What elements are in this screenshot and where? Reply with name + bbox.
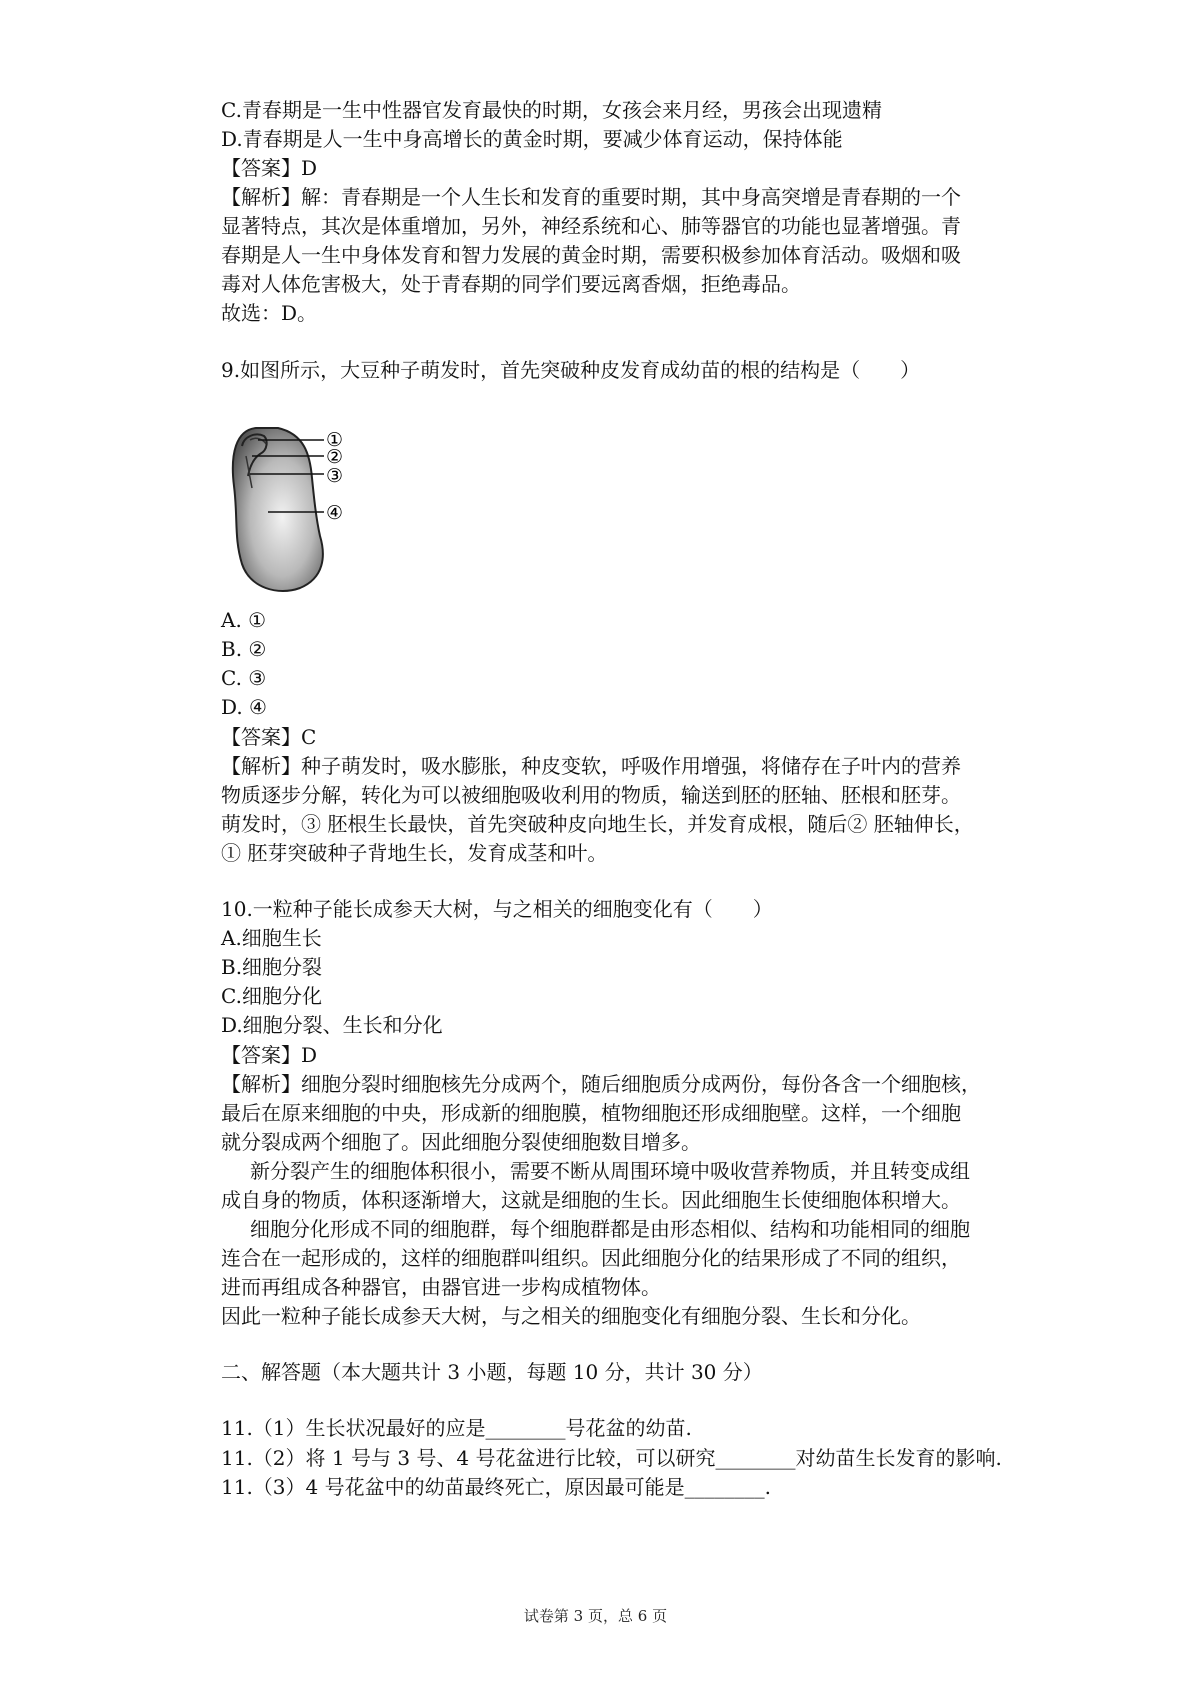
figure-label-1: ①: [326, 429, 344, 451]
q10-stem: 10.一粒种子能长成参天大树，与之相关的细胞变化有（ ）: [221, 897, 773, 921]
q10-analysis-line: 新分裂产生的细胞体积很小，需要不断从周围环境中吸收营养物质，并且转变成组: [250, 1159, 970, 1183]
figure-label-2: ②: [326, 446, 344, 468]
seed-body: [233, 428, 323, 591]
q11-part: 11.（3）4 号花盆中的幼苗最终死亡，原因最可能是________.: [221, 1475, 771, 1499]
q10-option: B.细胞分裂: [221, 955, 323, 979]
choose-line: 故选：D。: [221, 301, 318, 325]
q9-answer: 【答案】C: [221, 725, 317, 749]
q9-option: B. ②: [221, 637, 267, 661]
q10-analysis-line: 就分裂成两个细胞了。因此细胞分裂使细胞数目增多。: [221, 1130, 701, 1154]
q9-analysis-line: 萌发时，③ 胚根生长最快，首先突破种皮向地生长，并发育成根，随后② 胚轴伸长，: [221, 812, 974, 836]
analysis-line: 毒对人体危害极大，处于青春期的同学们要远离香烟，拒绝毒品。: [221, 272, 801, 296]
answer-line: 【答案】D: [221, 156, 318, 180]
soybean-seed-figure: [228, 426, 388, 596]
q10-analysis-line: 成自身的物质，体积逐渐增大，这就是细胞的生长。因此细胞生长使细胞体积增大。: [221, 1188, 961, 1212]
option-c-line: C.青春期是一生中性器官发育最快的时期，女孩会来月经，男孩会出现遗精: [221, 98, 882, 122]
analysis-line: 【解析】解：青春期是一个人生长和发育的重要时期，其中身高突增是青春期的一个: [221, 185, 961, 209]
q10-analysis-line: 细胞分化形成不同的细胞群，每个细胞群都是由形态相似、结构和功能相同的细胞: [250, 1217, 970, 1241]
q9-analysis-line: ① 胚芽突破种子背地生长，发育成茎和叶。: [221, 841, 608, 865]
q9-option: D. ④: [221, 695, 267, 719]
q9-analysis-line: 【解析】种子萌发时，吸水膨胀，种皮变软，呼吸作用增强，将储存在子叶内的营养: [221, 754, 961, 778]
q9-stem: 9.如图所示，大豆种子萌发时，首先突破种皮发育成幼苗的根的结构是（ ）: [221, 358, 921, 382]
analysis-line: 显著特点，其次是体重增加，另外，神经系统和心、肺等器官的功能也显著增强。青: [221, 214, 961, 238]
q10-analysis-line: 【解析】细胞分裂时细胞核先分成两个，随后细胞质分成两份，每份各含一个细胞核，: [221, 1072, 981, 1096]
q10-answer: 【答案】D: [221, 1043, 318, 1067]
q10-option: D.细胞分裂、生长和分化: [221, 1013, 443, 1037]
q11-part: 11.（2）将 1 号与 3 号、4 号花盆进行比较，可以研究________对幼苗生长发育的影响.: [221, 1446, 1002, 1470]
q10-analysis-line: 最后在原来细胞的中央，形成新的细胞膜，植物细胞还形成细胞壁。这样，一个细胞: [221, 1101, 961, 1125]
q10-analysis-line: 进而再组成各种器官，由器官进一步构成植物体。: [221, 1275, 661, 1299]
page-footer: 试卷第 3 页，总 6 页: [523, 1607, 668, 1625]
figure-label-3: ③: [326, 465, 344, 487]
q10-option: C.细胞分化: [221, 984, 322, 1008]
section-heading: 二、解答题（本大题共计 3 小题，每题 10 分，共计 30 分）: [221, 1360, 763, 1384]
analysis-line: 春期是人一生中身体发育和智力发展的黄金时期，需要积极参加体育活动。吸烟和吸: [221, 243, 961, 267]
q10-analysis-line: 因此一粒种子能长成参天大树，与之相关的细胞变化有细胞分裂、生长和分化。: [221, 1304, 921, 1328]
q11-part: 11.（1）生长状况最好的应是________号花盆的幼苗.: [221, 1416, 692, 1440]
q9-analysis-line: 物质逐步分解，转化为可以被细胞吸收利用的物质，输送到胚的胚轴、胚根和胚芽。: [221, 783, 961, 807]
q10-analysis-line: 连合在一起形成的，这样的细胞群叫组织。因此细胞分化的结果形成了不同的组织，: [221, 1246, 961, 1270]
figure-label-4: ④: [326, 502, 344, 524]
q10-option: A.细胞生长: [221, 926, 322, 950]
option-d-line: D.青春期是人一生中身高增长的黄金时期，要减少体育运动，保持体能: [221, 127, 843, 151]
q9-option: C. ③: [221, 666, 267, 690]
q9-option: A. ①: [221, 608, 267, 632]
